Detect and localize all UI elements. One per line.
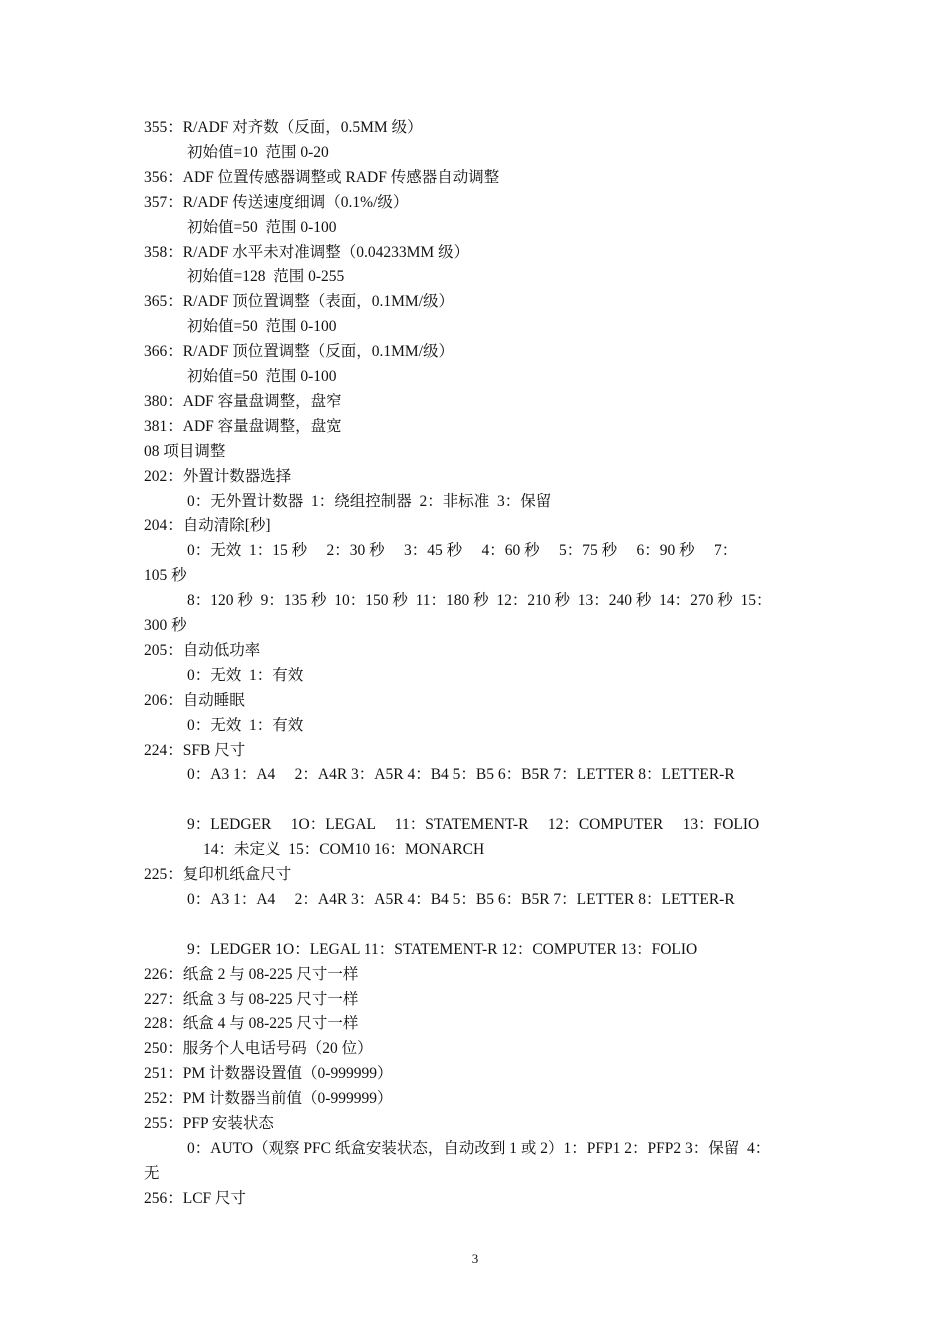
- text-line: 0：A3 1：A4 2：A4R 3：A5R 4：B4 5：B5 6：B5R 7：LETTER 8：LETTER-R: [187, 766, 735, 784]
- text-line: 14：未定义 15：COM10 16：MONARCH: [203, 841, 485, 859]
- text-line: 0：无外置计数器 1：绕组控制器 2：非标准 3：保留: [187, 492, 552, 510]
- text-line: 226：纸盒 2 与 08-225 尺寸一样: [144, 965, 359, 983]
- text-line: 358：R/ADF 水平未对准调整（0.04233MM 级）: [144, 243, 470, 261]
- text-line: 初始值=50 范围 0-100: [187, 218, 337, 236]
- text-line: 228：纸盒 4 与 08-225 尺寸一样: [144, 1015, 359, 1033]
- text-line: 0：无效 1：有效: [187, 716, 304, 734]
- text-line: 366：R/ADF 顶位置调整（反面，0.1MM/级）: [144, 343, 455, 361]
- text-line: 202：外置计数器选择: [144, 467, 292, 485]
- text-line: 250：服务个人电话号码（20 位）: [144, 1040, 373, 1058]
- text-line: 224：SFB 尺寸: [144, 741, 246, 759]
- text-line: 0：无效 1：有效: [187, 666, 304, 684]
- text-line: 初始值=50 范围 0-100: [187, 368, 337, 385]
- text-line: 8：120 秒 9：135 秒 10：150 秒 11：180 秒 12：210 秒 13：240 秒 14：270 秒 15：: [187, 592, 772, 610]
- text-line: 355：R/ADF 对齐数（反面，0.5MM 级）: [144, 119, 423, 136]
- text-line: 381：ADF 容量盘调整，盘宽: [144, 417, 342, 435]
- text-line: 300 秒: [144, 617, 187, 634]
- page-number: 3: [471, 1251, 479, 1266]
- text-line: 255：PFP 安装状态: [144, 1115, 274, 1132]
- text-line: 227：纸盒 3 与 08-225 尺寸一样: [144, 990, 359, 1008]
- text-line: 0：A3 1：A4 2：A4R 3：A5R 4：B4 5：B5 6：B5R 7：LETTER 8：LETTER-R: [187, 890, 735, 908]
- text-line: 205：自动低功率: [144, 641, 261, 659]
- text-line: 225：复印机纸盒尺寸: [144, 866, 292, 883]
- text-line: 357：R/ADF 传送速度细调（0.1%/级）: [144, 193, 409, 211]
- text-line: 初始值=10 范围 0-20: [187, 143, 329, 161]
- text-line: 08 项目调整: [144, 442, 226, 460]
- text-line: 251：PM 计数器设置值（0-999999）: [144, 1065, 393, 1083]
- text-line: 204：自动清除[秒]: [144, 517, 271, 535]
- text-line: 252：PM 计数器当前值（0-999999）: [144, 1090, 393, 1108]
- text-line: 356：ADF 位置传感器调整或 RADF 传感器自动调整: [144, 168, 500, 186]
- text-line: 0：无效 1：15 秒 2：30 秒 3：45 秒 4：60 秒 5：75 秒 6：90 秒 7：: [187, 542, 738, 560]
- text-line: 初始值=50 范围 0-100: [187, 318, 337, 336]
- text-line: 初始值=128 范围 0-255: [187, 268, 345, 286]
- text-line: 256：LCF 尺寸: [144, 1189, 247, 1207]
- text-line: 无: [144, 1164, 160, 1182]
- text-line: 206：自动睡眠: [144, 691, 245, 709]
- text-line: 0：AUTO（观察 PFC 纸盒安装状态，自动改到 1 或 2）1：PFP1 2：PFP2 3：保留 4：: [187, 1139, 771, 1157]
- text-line: 9：LEDGER 1O：LEGAL 11：STATEMENT-R 12：COMPUTER 13：FOLIO: [187, 816, 760, 834]
- text-line: 380：ADF 容量盘调整，盘窄: [144, 392, 342, 410]
- text-line: 365：R/ADF 顶位置调整（表面，0.1MM/级）: [144, 293, 455, 311]
- text-line: 9：LEDGER 1O：LEGAL 11：STATEMENT-R 12：COMPUTER 13：FOLIO: [187, 940, 698, 958]
- text-line: 105 秒: [144, 567, 187, 585]
